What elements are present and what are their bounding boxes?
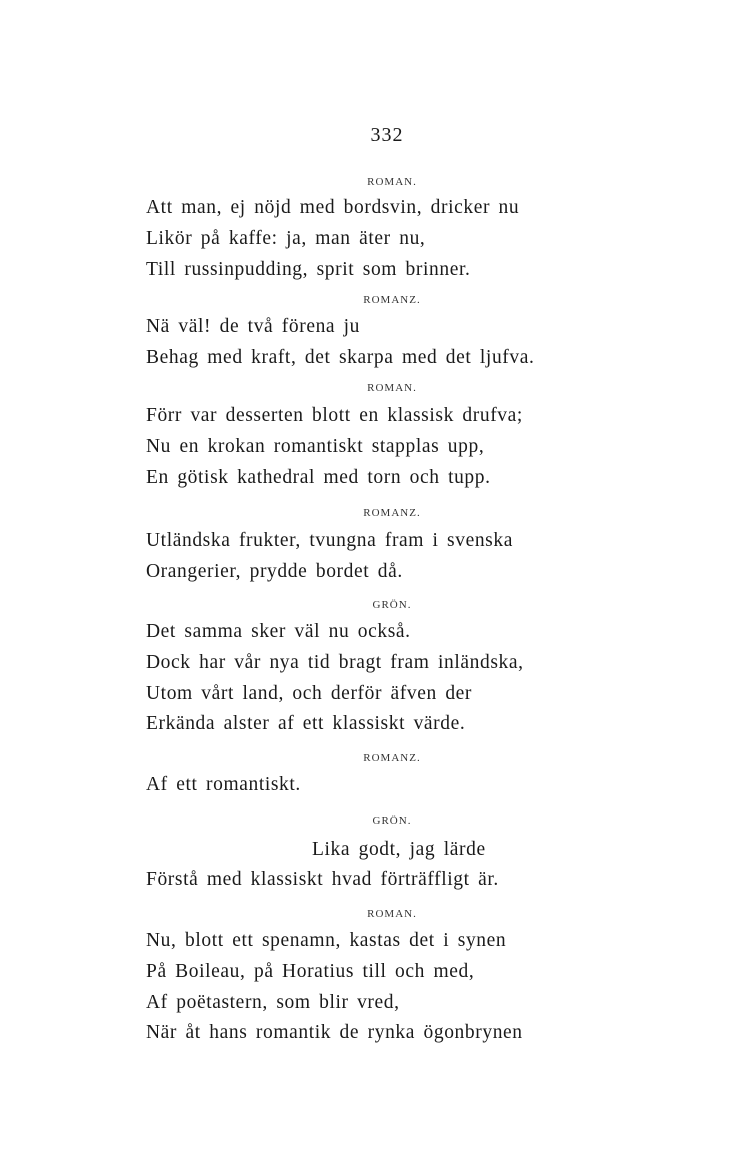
verse-line: På Boileau, på Horatius till och med, [146, 961, 475, 982]
verse-line: Likör på kaffe: ja, man äter nu, [146, 228, 426, 249]
speaker-label: ROMAN. [367, 908, 417, 920]
verse-line: Att man, ej nöjd med bordsvin, dricker nu [146, 197, 520, 218]
verse-line: Lika godt, jag lärde [312, 839, 486, 860]
verse-line: När åt hans romantik de rynka ögonbrynen [146, 1022, 523, 1043]
verse-line: Utländska frukter, tvungna fram i svenska [146, 530, 513, 551]
speaker-label: ROMANZ. [363, 507, 421, 519]
verse-line: Behag med kraft, det skarpa med det ljufva. [146, 347, 535, 368]
verse-line: Af ett romantiskt. [146, 774, 301, 795]
speaker-label: ROMANZ. [363, 294, 421, 306]
verse-line: En götisk kathedral med torn och tupp. [146, 467, 491, 488]
speaker-label: GRÖN. [372, 599, 412, 611]
verse-line: Orangerier, prydde bordet då. [146, 561, 403, 582]
speaker-label: ROMAN. [367, 176, 417, 188]
verse-line: Till russinpudding, sprit som brinner. [146, 259, 471, 280]
verse-line: Af poëtastern, som blir vred, [146, 992, 400, 1013]
verse-line: Nu en krokan romantiskt stapplas upp, [146, 436, 485, 457]
page-number: 332 [370, 124, 404, 146]
verse-line: Nu, blott ett spenamn, kastas det i synen [146, 930, 507, 951]
verse-line: Förstå med klassiskt hvad förträffligt är. [146, 869, 499, 890]
speaker-label: ROMAN. [367, 382, 417, 394]
speaker-label: ROMANZ. [363, 752, 421, 764]
verse-line: Det samma sker väl nu också. [146, 621, 411, 642]
verse-line: Förr var desserten blott en klassisk drufva; [146, 405, 523, 426]
speaker-label: GRÖN. [372, 815, 412, 827]
verse-line: Erkända alster af ett klassiskt värde. [146, 713, 466, 734]
verse-line: Nä väl! de två förena ju [146, 316, 361, 337]
verse-line: Dock har vår nya tid bragt fram inländska, [146, 652, 524, 673]
verse-line: Utom vårt land, och derför äfven der [146, 683, 473, 704]
